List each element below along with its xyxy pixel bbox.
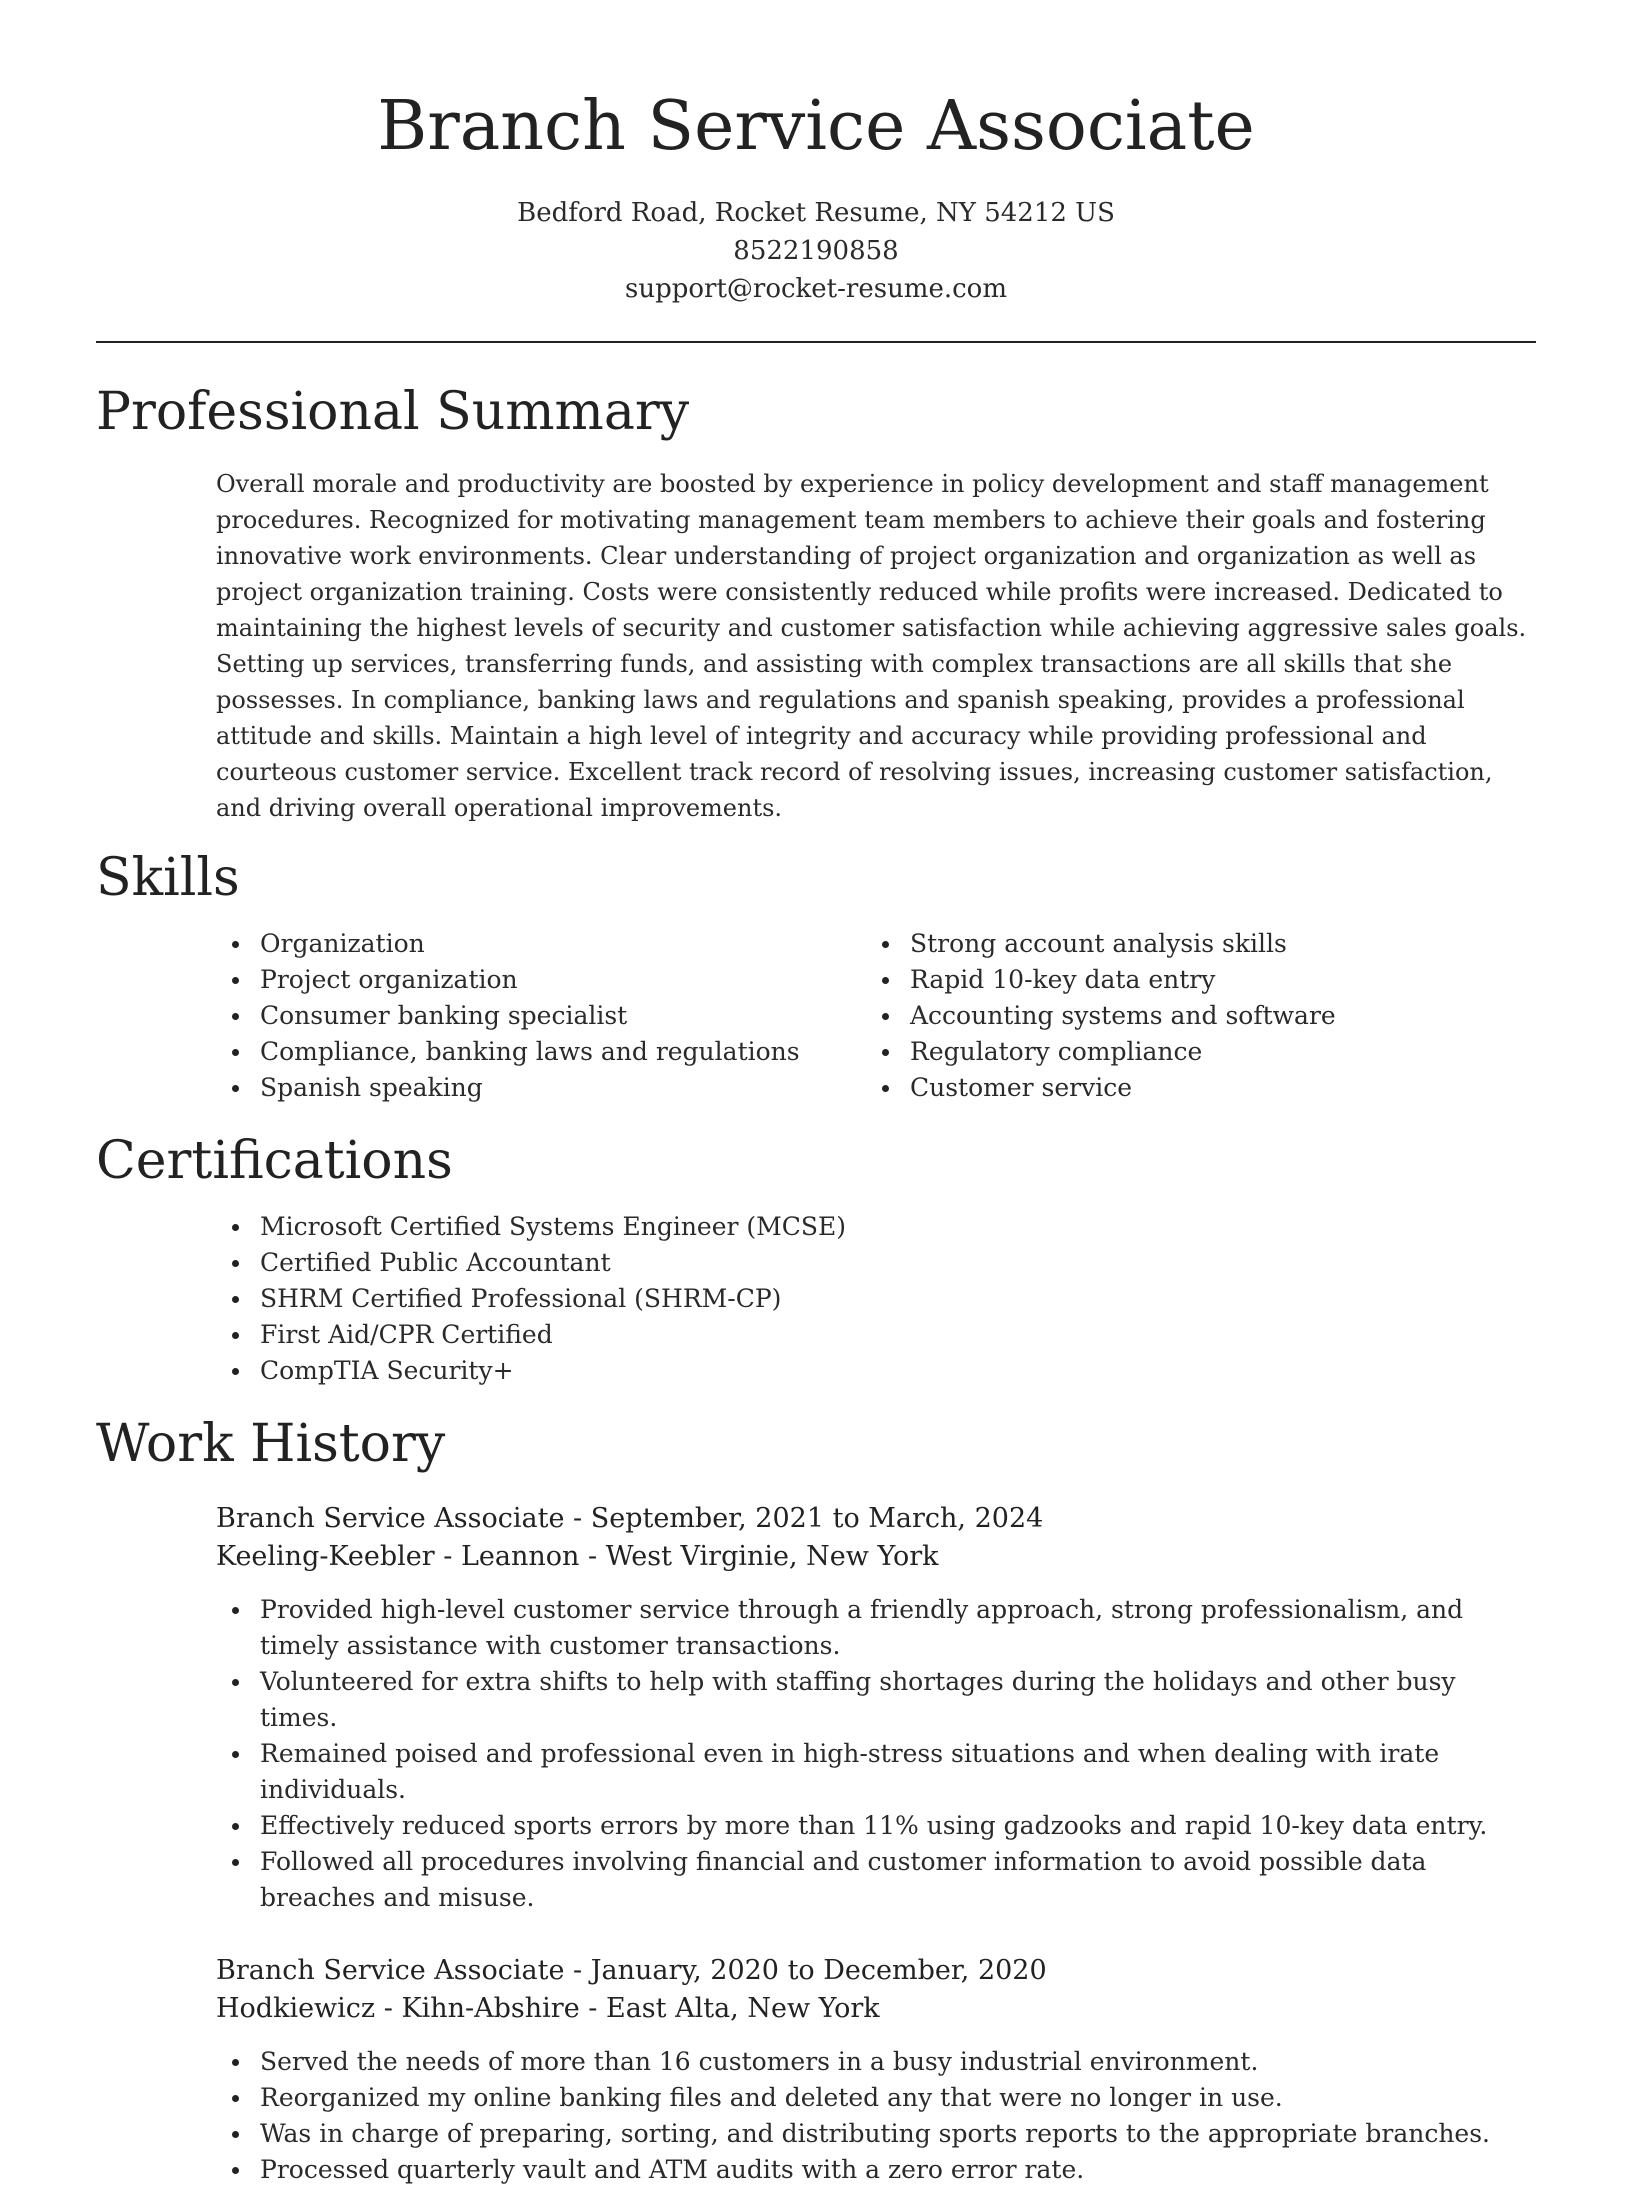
skills-list-right: [866, 926, 1516, 1106]
job-company: Hodkiewicz - Kihn-Abshire: [216, 1993, 580, 2024]
skill-item: Customer service: [866, 1070, 1516, 1106]
summary-section: [96, 380, 1536, 826]
certification-item: SHRM Certified Professional (SHRM-CP): [216, 1281, 1536, 1317]
certification-item: Certified Public Accountant: [216, 1245, 1536, 1281]
job-bullet: Processed quarterly vault and ATM audits with a zero error rate.: [216, 2152, 1536, 2188]
job-bullets: [216, 2044, 1536, 2188]
job-location: East Alta, New York: [606, 1993, 880, 2024]
skills-section: [96, 846, 1536, 1106]
job-entry: [96, 1500, 1536, 1916]
job-company-line: [216, 1538, 1536, 1576]
job-bullet: Volunteered for extra shifts to help with staffing shortages during the holidays and other busy times.: [216, 1664, 1536, 1736]
job-bullet: Provided high-level customer service through a friendly approach, strong professionalism, and timely assistance with customer transactions.: [216, 1592, 1536, 1664]
job-bullets: [216, 1592, 1536, 1916]
certification-item: Microsoft Certified Systems Engineer (MCSE): [216, 1209, 1536, 1245]
skill-item: Rapid 10-key data entry: [866, 962, 1516, 998]
skill-item: Project organization: [216, 962, 866, 998]
skills-columns: [216, 926, 1536, 1106]
skill-item: Strong account analysis skills: [866, 926, 1516, 962]
separator: -: [564, 1955, 591, 1986]
candidate-name: Branch Service Associate: [377, 87, 1255, 166]
certification-item: First Aid/CPR Certified: [216, 1317, 1536, 1353]
skill-item: Accounting systems and software: [866, 998, 1516, 1034]
certifications-section: [96, 1129, 1536, 1389]
contact-phone: 8522190858: [733, 236, 899, 266]
skills-list-left: [216, 926, 866, 1106]
certification-item: CompTIA Security+: [216, 1353, 1536, 1389]
skill-item: Spanish speaking: [216, 1070, 866, 1106]
job-bullet: Remained poised and professional even in high-stress situations and when dealing with irate individuals.: [216, 1736, 1536, 1808]
job-title: Branch Service Associate: [216, 1955, 565, 1986]
job-location: West Virginie, New York: [605, 1541, 939, 1572]
separator: -: [579, 1993, 606, 2024]
skills-heading: Skills: [96, 848, 240, 908]
job-company-line: [216, 1990, 1536, 2028]
skill-item: Consumer banking specialist: [216, 998, 866, 1034]
job-title: Branch Service Associate: [216, 1503, 565, 1534]
job-title-line: [216, 1500, 1536, 1538]
skill-item: Regulatory compliance: [866, 1034, 1516, 1070]
separator: -: [579, 1541, 606, 1572]
certifications-list: [216, 1209, 1536, 1389]
contact-email: support@rocket-resume.com: [624, 274, 1007, 304]
certifications-heading: Certifications: [96, 1131, 453, 1191]
job-entry: [96, 1952, 1536, 2188]
job-bullet: Followed all procedures involving financial and customer information to avoid possible data breaches and misuse.: [216, 1844, 1536, 1916]
job-bullet: Was in charge of preparing, sorting, and distributing sports reports to the appropriate branches.: [216, 2116, 1536, 2152]
work-history-heading: Work History: [96, 1414, 446, 1474]
summary-text: Overall morale and productivity are boosted by experience in policy development and staff management procedures. Recognized for motivating management team members to achieve their goals and fostering innovative work environments. Clear understanding of project organization and organization as well as project organization training. Costs were consistently reduced while profits were increased. Dedicated to maintaining the highest levels of security and customer satisfaction while achieving aggressive sales goals. Setting up services, transferring funds, and assisting with complex transactions are all skills that she possesses. In compliance, banking laws and regulations and spanish speaking, provides a professional attitude and skills. Maintain a high level of integrity and accuracy while providing professional and courteous customer service. Excellent track record of resolving issues, increasing customer satisfaction, and driving overall operational improvements.: [216, 470, 1527, 822]
work-history-section: [96, 1412, 1536, 2188]
job-bullet: Effectively reduced sports errors by more than 11% using gadzooks and rapid 10-key data entry.: [216, 1808, 1536, 1844]
skill-item: Organization: [216, 926, 866, 962]
contact-address: Bedford Road, Rocket Resume, NY 54212 US: [517, 198, 1115, 228]
job-company: Keeling-Keebler - Leannon: [216, 1541, 580, 1572]
job-title-line: [216, 1952, 1536, 1990]
job-bullet: Reorganized my online banking files and deleted any that were no longer in use.: [216, 2080, 1536, 2116]
job-dates: January, 2020 to December, 2020: [590, 1955, 1047, 1986]
contact-block: [96, 194, 1536, 308]
job-bullet: Served the needs of more than 16 customers in a busy industrial environment.: [216, 2044, 1536, 2080]
summary-heading: Professional Summary: [96, 382, 690, 442]
resume-header: [96, 86, 1536, 308]
skill-item: Compliance, banking laws and regulations: [216, 1034, 866, 1070]
header-divider: [96, 341, 1536, 343]
separator: -: [564, 1503, 591, 1534]
job-dates: September, 2021 to March, 2024: [590, 1503, 1044, 1534]
